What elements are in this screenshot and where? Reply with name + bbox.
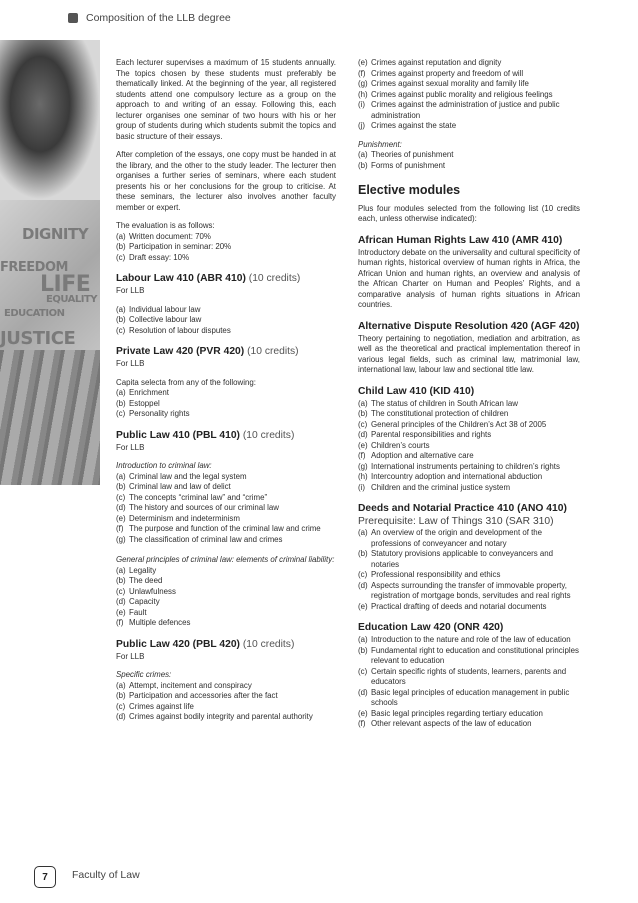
module-heading: Public Law 410 (PBL 410) (10 credits)	[116, 429, 295, 441]
list-item	[358, 472, 580, 483]
child-list	[358, 399, 580, 494]
module-text: Introductory debate on the universality and cultural specificity of human rights, historical overview of human rights in Africa, the African Union and human rights, an overview and analysis of the African Charter on Human and Peoples’ Rights, and a comparative analysis of human rights situations in African countries.	[358, 247, 580, 309]
list-item	[116, 587, 336, 598]
list-item-text: Crimes against bodily integrity and parental authority	[129, 712, 313, 721]
list-item-text: Crimes against life	[129, 701, 194, 711]
list-item	[358, 719, 580, 730]
module-heading: Child Law 410 (KID 410)	[358, 385, 475, 397]
list-item-text: Crimes against sexual morality and family life	[371, 79, 529, 88]
list-item-label: (b)	[358, 549, 368, 558]
list-item	[358, 570, 580, 581]
list-item-text: General principles of the Children’s Act 38 of 2005	[371, 419, 547, 429]
list-item	[116, 524, 336, 535]
list-item	[358, 399, 580, 410]
list-item-text: The concepts “criminal law” and “crime”	[129, 492, 268, 502]
prerequisite: Prerequisite: Law of Things 310 (SAR 310)	[358, 516, 554, 527]
list-item	[116, 691, 336, 702]
header-square-icon	[68, 13, 78, 23]
module-heading: African Human Rights Law 410 (AMR 410)	[358, 234, 563, 246]
list-item-label: (f)	[358, 451, 366, 460]
list-item-text: Parental responsibilities and rights	[371, 430, 492, 439]
list-item-text: Fault	[129, 607, 147, 617]
list-item	[116, 576, 336, 587]
list-item	[358, 451, 580, 462]
list-item	[358, 100, 580, 121]
list-item	[116, 232, 336, 243]
sidebar-photo	[0, 40, 100, 485]
list-item-text: The status of children in South African law	[371, 398, 518, 408]
list-item-text: Crimes against the administration of justice and public administration	[371, 100, 560, 120]
list-item-text: The classification of criminal law and crimes	[129, 534, 283, 544]
right-column	[358, 58, 580, 730]
list-item	[116, 493, 336, 504]
list-item-text: Multiple defences	[129, 618, 191, 627]
list-item-text: Legality	[129, 565, 157, 575]
list-item	[116, 681, 336, 692]
list-item-text: Estoppel	[129, 398, 160, 408]
list-item	[358, 58, 580, 69]
list-item	[116, 305, 336, 316]
photo-word: LIFE	[40, 272, 91, 297]
list-item	[358, 483, 580, 494]
module-heading: Deeds and Notarial Practice 410 (ANO 410)	[358, 503, 567, 514]
list-item-label: (b)	[116, 691, 126, 700]
paragraph: Each lecturer supervises a maximum of 15 students annually. The topics chosen by these students must preferably be thematically linked. At the beginning of the year, all registered students attend one compulsory lecture as a group on the approach to and writing of an essay. Following this, each lecturer organises one seminar of two hours with his or her group of students during which students submit the topics and basic structure of their essays.	[116, 58, 336, 141]
list-item-text: Certain specific rights of students, learners, parents and educators	[371, 666, 567, 686]
list-item	[116, 702, 336, 713]
list-item-label: (e)	[116, 607, 126, 617]
list-item-label: (a)	[358, 528, 368, 537]
list-item-text: Forms of punishment	[371, 160, 446, 170]
list-item	[116, 472, 336, 483]
footer-faculty: Faculty of Law	[72, 869, 140, 881]
list-item	[116, 535, 336, 546]
list-item	[116, 597, 336, 608]
list-item-label: (c)	[116, 492, 126, 502]
list-item	[358, 409, 580, 420]
list-item	[116, 566, 336, 577]
list-item	[116, 315, 336, 326]
list-item-label: (b)	[358, 645, 368, 655]
list-item-label: (b)	[116, 398, 126, 408]
list-item-text: Criminal law and law of delict	[129, 482, 231, 491]
page-header	[68, 8, 231, 28]
list-item-label: (b)	[116, 482, 126, 491]
list-item-label: (a)	[358, 635, 368, 644]
list-item	[358, 581, 580, 602]
list-item-text: Crimes against the state	[371, 121, 457, 130]
photo-word: JUSTICE	[0, 328, 76, 349]
list-item-text: Crimes against property and freedom of will	[371, 68, 524, 78]
list-item-label: (h)	[358, 472, 368, 481]
list-item-label: (c)	[358, 570, 368, 579]
module-sub: For LLB	[116, 442, 145, 452]
list-item	[116, 503, 336, 514]
list-item-label: (d)	[358, 580, 368, 590]
photo-word: EDUCATION	[4, 308, 65, 319]
list-item-text: Theories of punishment	[371, 150, 454, 159]
list-item	[358, 161, 580, 172]
list-item-label: (f)	[116, 524, 124, 533]
list-item-label: (e)	[358, 601, 368, 611]
list-item	[116, 253, 336, 264]
list-item	[358, 709, 580, 720]
list-item-label: (e)	[358, 708, 368, 718]
list-item-label: (j)	[358, 121, 366, 130]
list-item-label: (c)	[116, 325, 126, 335]
list-item-text: The constitutional protection of children	[371, 409, 509, 418]
module-heading: Private Law 420 (PVR 420) (10 credits)	[116, 346, 299, 357]
list-item-text: Adoption and alternative care	[371, 451, 474, 460]
list-item	[358, 150, 580, 161]
list-item-label: (a)	[116, 304, 126, 314]
list-item-label: (c)	[116, 409, 126, 418]
list-item-label: (e)	[358, 440, 368, 450]
list-item-label: (h)	[358, 89, 368, 99]
list-item	[358, 121, 580, 132]
list-item-text: Individual labour law	[129, 304, 201, 314]
list-item-label: (a)	[116, 471, 126, 481]
list-item-label: (g)	[116, 534, 126, 544]
elective-intro: Plus four modules selected from the following list (10 credits each, unless otherwise indicated):	[358, 203, 580, 223]
list-item-label: (a)	[116, 388, 126, 397]
list-item	[116, 399, 336, 410]
list-item	[358, 79, 580, 90]
list-item-label: (e)	[358, 58, 368, 67]
section-head: General principles of criminal law: elements of criminal liability:	[116, 555, 335, 564]
list-item-text: Enrichment	[129, 388, 169, 397]
list-item-label: (c)	[116, 701, 126, 711]
section-head: Punishment:	[358, 139, 402, 149]
list-item-label: (f)	[358, 68, 366, 78]
left-column	[116, 58, 336, 723]
list-item-text: Basic legal principles of education management in public schools	[371, 687, 570, 707]
list-item	[116, 608, 336, 619]
module-text: Theory pertaining to negotiation, mediation and arbitration, as well as the theoretical and practical implementation thereof in various legal fields, such as criminal law, matrimonial law, international law, labour law and sectional title law.	[358, 333, 580, 374]
list-item-label: (b)	[116, 242, 126, 251]
section-head: Introduction to criminal law:	[116, 461, 212, 470]
building-photo	[0, 350, 100, 485]
list-item	[116, 242, 336, 253]
crimes-list-continued	[358, 58, 580, 132]
list-item-text: Draft essay: 10%	[129, 252, 190, 262]
list-item	[358, 646, 580, 667]
module-heading: Alternative Dispute Resolution 420 (AGF 420)	[358, 320, 580, 332]
list-item-label: (b)	[358, 160, 368, 170]
list-item-label: (a)	[116, 231, 126, 241]
list-item-text: Intercountry adoption and international abduction	[371, 472, 543, 481]
list-item	[358, 602, 580, 613]
module-heading: Labour Law 410 (ABR 410) (10 credits)	[116, 273, 301, 284]
list-item-text: Attempt, incitement and conspiracy	[129, 680, 252, 690]
header-title: Composition of the LLB degree	[86, 12, 231, 24]
module-sub: For LLB	[116, 651, 145, 661]
list-item	[358, 635, 580, 646]
list-item	[116, 326, 336, 337]
module-heading: Education Law 420 (ONR 420)	[358, 622, 504, 633]
list-item-text: Children and the criminal justice system	[371, 482, 511, 492]
list-item-text: Basic legal principles regarding tertiary education	[371, 708, 543, 718]
list-item-label: (a)	[358, 150, 368, 159]
private-list	[116, 388, 336, 420]
lead-text: Capita selecta from any of the following:	[116, 377, 256, 387]
list-item-text: Professional responsibility and ethics	[371, 570, 501, 579]
photo-word: EQUALITY	[46, 294, 98, 305]
list-item	[358, 688, 580, 709]
section-head: Specific crimes:	[116, 670, 172, 679]
photo-word: FREEDOM	[0, 260, 68, 275]
list-item	[116, 388, 336, 399]
list-item-label: (g)	[358, 461, 368, 471]
list-item	[358, 528, 580, 549]
punishment-list	[358, 150, 580, 171]
list-item	[358, 69, 580, 80]
list-item-text: Determinism and indeterminism	[129, 513, 240, 523]
list-item-text: Capacity	[129, 597, 160, 606]
list-item-label: (d)	[116, 597, 126, 606]
list-item	[116, 409, 336, 420]
photo-word: DIGNITY	[22, 225, 89, 243]
list-item-label: (c)	[116, 252, 126, 262]
list-item	[116, 482, 336, 493]
list-item-label: (c)	[116, 586, 126, 596]
student-photo	[0, 40, 100, 200]
eval-list	[116, 232, 336, 264]
education-list	[358, 635, 580, 730]
list-item-text: International instruments pertaining to children’s rights	[371, 461, 560, 471]
list-item-label: (b)	[116, 315, 126, 324]
list-item-text: The history and sources of our criminal law	[129, 503, 279, 512]
list-item-text: Resolution of labour disputes	[129, 325, 231, 335]
list-item-text: Aspects surrounding the transfer of immovable property, registration of mortgage bonds, servitudes and real rights	[371, 580, 571, 600]
eval-title: The evaluation is as follows:	[116, 221, 215, 230]
list-item-text: Unlawfulness	[129, 586, 176, 596]
list-item	[358, 667, 580, 688]
deeds-list	[358, 528, 580, 612]
list-item-text: Crimes against public morality and religious feelings	[371, 89, 553, 99]
list-item-text: Written document: 70%	[129, 231, 211, 241]
list-item	[358, 430, 580, 441]
module-heading: Public Law 420 (PBL 420) (10 credits)	[116, 638, 295, 650]
list-item-text: The deed	[129, 576, 163, 585]
list-item-text: Collective labour law	[129, 315, 202, 324]
list-item-text: Practical drafting of deeds and notarial documents	[371, 601, 547, 611]
elective-title: Elective modules	[358, 183, 461, 197]
list-item-text: Participation in seminar: 20%	[129, 242, 232, 251]
list-item-label: (d)	[116, 503, 126, 512]
list-item-text: The purpose and function of the criminal law and crime	[129, 524, 321, 533]
list-item	[358, 441, 580, 452]
list-item-label: (a)	[116, 565, 126, 575]
list-item-label: (g)	[358, 79, 368, 88]
list-item-label: (c)	[358, 419, 368, 429]
list-item-label: (b)	[358, 409, 368, 418]
crimes-list	[116, 681, 336, 723]
list-item-label: (f)	[116, 618, 124, 627]
list-item-label: (c)	[358, 666, 368, 676]
list-item	[358, 420, 580, 431]
list-item-text: Criminal law and the legal system	[129, 471, 247, 481]
list-item	[358, 90, 580, 101]
labour-list	[116, 305, 336, 337]
list-item-text: Personality rights	[129, 409, 190, 418]
intro-list	[116, 472, 336, 546]
general-list	[116, 566, 336, 629]
list-item-label: (d)	[358, 687, 368, 697]
list-item-label: (i)	[358, 482, 366, 492]
module-sub: For LLB	[116, 286, 145, 295]
list-item-text: Crimes against reputation and dignity	[371, 58, 502, 67]
list-item	[116, 514, 336, 525]
list-item-label: (d)	[116, 712, 126, 721]
list-item-text: An overview of the origin and development of the professions of conveyancer and notary	[371, 528, 543, 548]
list-item-label: (i)	[358, 100, 366, 109]
paragraph: After completion of the essays, one copy must be handed in at the library, and the other to the study leader. The lecturer then organises a further series of seminars, where each student presents his or her conclusions for the group to criticise. At these seminars, the lecturer also involves another faculty member or expert.	[116, 150, 336, 212]
list-item-label: (a)	[358, 398, 368, 408]
list-item	[116, 712, 336, 723]
list-item-text: Other relevant aspects of the law of education	[371, 719, 532, 728]
list-item-text: Participation and accessories after the fact	[129, 691, 278, 700]
list-item-text: Introduction to the nature and role of the law of education	[371, 635, 571, 644]
list-item-label: (f)	[358, 719, 366, 728]
list-item-text: Statutory provisions applicable to conveyancers and notaries	[371, 549, 554, 569]
list-item-label: (a)	[116, 680, 126, 690]
list-item-text: Children’s courts	[371, 440, 430, 450]
list-item	[116, 618, 336, 629]
page-number: 7	[34, 866, 56, 888]
list-item	[358, 462, 580, 473]
list-item	[358, 549, 580, 570]
list-item-label: (b)	[116, 576, 126, 585]
list-item-label: (d)	[358, 430, 368, 439]
module-sub: For LLB	[116, 359, 145, 368]
list-item-label: (e)	[116, 513, 126, 523]
list-item-text: Fundamental right to education and constitutional principles relevant to education	[371, 645, 579, 665]
